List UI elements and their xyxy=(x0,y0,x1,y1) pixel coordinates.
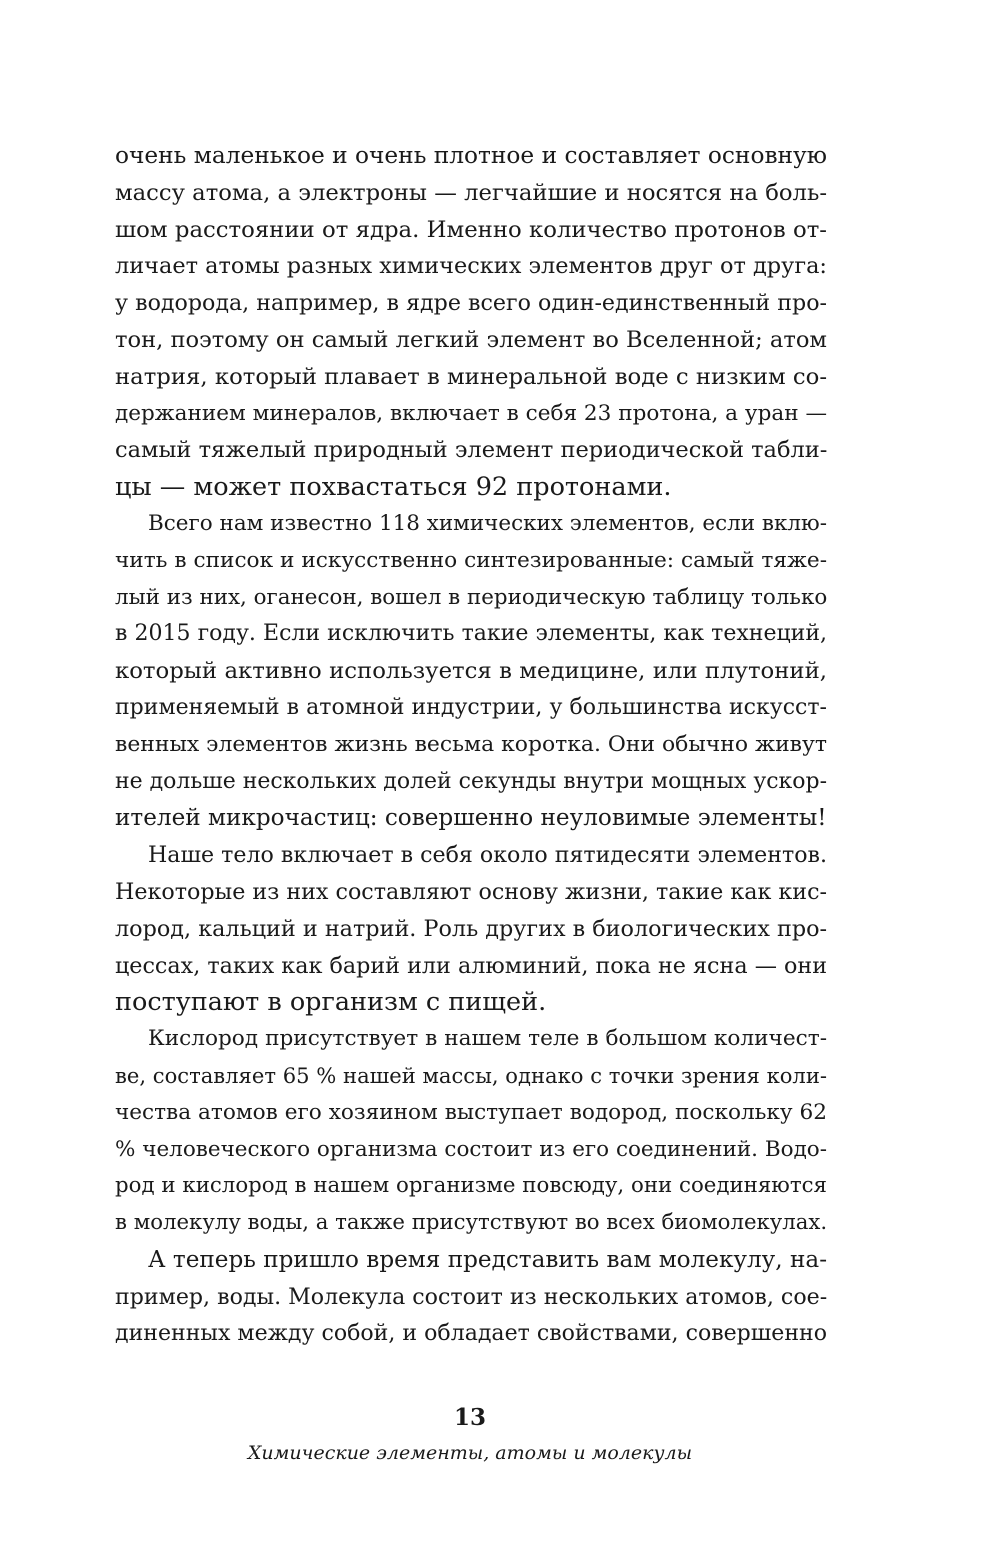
text-line: не дольше нескольких долей секунды внутри мощных ускор- xyxy=(115,768,827,794)
paragraph-1 xyxy=(115,138,827,506)
text-line: который активно используется в медицине, или плутоний, xyxy=(115,658,827,685)
text-line: А теперь пришло время представить вам молекулу, на- xyxy=(148,1246,827,1273)
text-line: пример, воды. Молекула состоит из нескольких атомов, сое- xyxy=(115,1283,828,1310)
text-line: личает атомы разных химических элементов друг от друга: xyxy=(115,253,827,280)
text-line: применяемый в атомной индустрии, у большинства искусст- xyxy=(115,694,827,720)
paragraph-2 xyxy=(115,506,827,837)
text-line: % человеческого организма состоит из его соединений. Водо- xyxy=(115,1136,827,1162)
text-line: цессах, таких как барий или алюминий, пока не ясна — они xyxy=(115,952,828,979)
text-line: шом расстоянии от ядра. Именно количество протонов от- xyxy=(115,216,827,243)
text-line: венных элементов жизнь весьма коротка. Они обычно живут xyxy=(115,731,828,757)
text-line: Кислород присутствует в нашем теле в большом количест- xyxy=(148,1026,827,1052)
paragraph-5 xyxy=(115,1242,827,1352)
text-line: поступают в организм с пищей. xyxy=(115,987,547,1018)
text-line: лород, кальций и натрий. Роль других в биологических про- xyxy=(115,915,828,942)
text-line: ителей микрочастиц: совершенно неуловимые элементы! xyxy=(115,805,827,832)
text-line: чить в список и искусственно синтезированные: самый тяже- xyxy=(115,547,827,573)
paragraph-4 xyxy=(115,1021,827,1242)
running-footer-title: Химические элементы, атомы и молекулы xyxy=(247,1442,693,1464)
text-line: у водорода, например, в ядре всего один-единственный про- xyxy=(115,290,827,317)
text-line: держанием минералов, включает в себя 23 протона, а уран — xyxy=(115,400,827,426)
text-line: диненных между собой, и обладает свойствами, совершенно xyxy=(115,1320,827,1346)
paragraph-3 xyxy=(115,837,827,1021)
text-line: чества атомов его хозяином выступает водород, поскольку 62 xyxy=(115,1099,827,1125)
text-line: Всего нам известно 118 химических элементов, если вклю- xyxy=(148,510,827,536)
text-line: в 2015 году. Если исключить такие элементы, как технеций, xyxy=(115,621,827,647)
text-line: массу атома, а электроны — легчайшие и носятся на боль- xyxy=(115,179,827,206)
text-line: самый тяжелый природный элемент периодической табли- xyxy=(115,437,828,464)
text-line: цы — может похвастаться 92 протонами. xyxy=(115,472,672,503)
text-line: род и кислород в нашем организме повсюду, они соединяются xyxy=(115,1173,827,1199)
text-line: Наше тело включает в себя около пятидесяти элементов. xyxy=(148,842,827,869)
text-line: лый из них, оганесон, вошел в периодическую таблицу только xyxy=(115,584,828,610)
page-number: 13 xyxy=(453,1404,486,1431)
text-line: ве, составляет 65 % нашей массы, однако с точки зрения коли- xyxy=(115,1062,827,1088)
text-line: натрия, который плавает в минеральной воде с низким со- xyxy=(115,363,828,390)
text-line: тон, поэтому он самый легкий элемент во Вселенной; атом xyxy=(115,326,827,353)
text-line: Некоторые из них составляют основу жизни, такие как кис- xyxy=(115,878,827,905)
text-line: в молекулу воды, а также присутствуют во всех биомолекулах. xyxy=(115,1210,828,1236)
body-text xyxy=(115,138,827,1352)
text-line: очень маленькое и очень плотное и составляет основную xyxy=(115,142,827,169)
